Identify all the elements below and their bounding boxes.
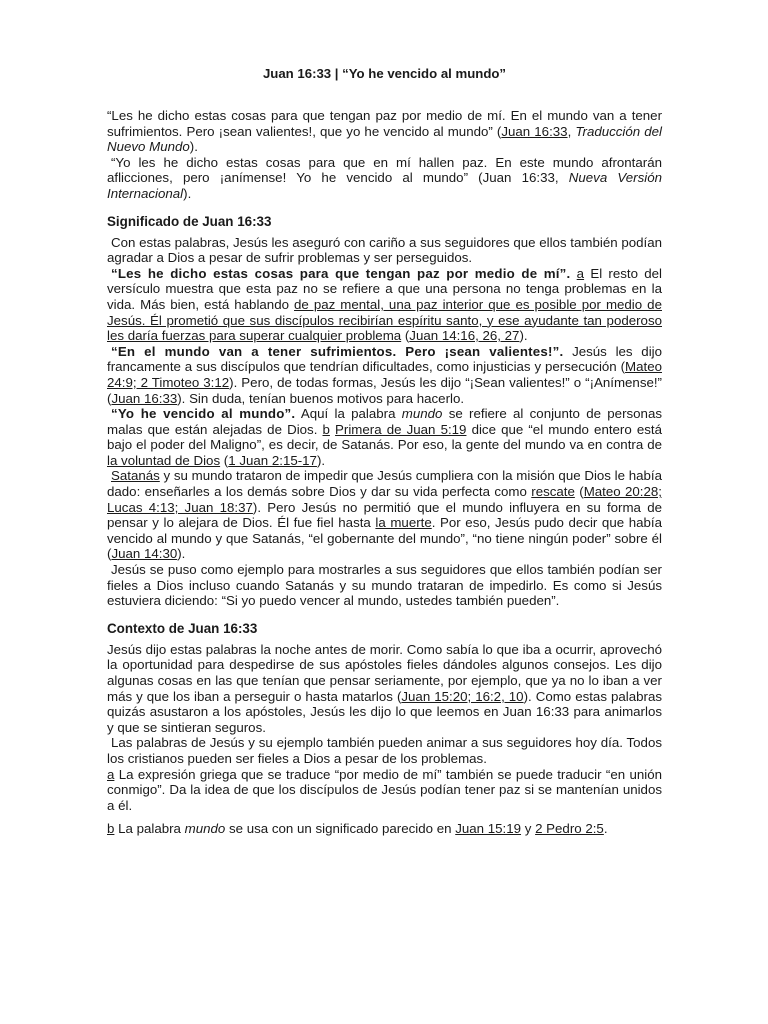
contexto-paragraph-1	[107, 642, 662, 736]
body-text: Jesús dijo estas palabras la noche antes de morir. Como sabía lo que iba a ocurrir, aprovechó la oportunidad para despedirse de sus apóstoles fieles dándoles algunos consejos. Les dijo algunas cosas en las que tenían que pensar seriamente, por ejemplo, que ya no lo iban a ver más y que los iban a perseguir o hasta matarlos (	[107, 641, 662, 704]
footnote-b	[107, 821, 662, 837]
section-heading-significado: Significado de Juan 16:33	[107, 213, 272, 229]
scripture-link[interactable]: Juan 15:20; 16:2, 10	[401, 688, 524, 704]
scripture-link[interactable]: Juan 14:16, 26, 27	[409, 328, 520, 344]
footnote-a	[107, 767, 662, 814]
body-text: El resto del versículo muestra que esta paz no se refiere a que una persona no tenga problemas en la vida. Más bien, está hablando	[107, 265, 662, 312]
footnote-ref-a[interactable]: a	[576, 265, 585, 281]
quote-bold: “Les he dicho estas cosas para que tengan paz por medio de mí”.	[111, 265, 571, 281]
scripture-link[interactable]: Juan 16:33	[501, 123, 568, 139]
footnote-ref-b[interactable]: b	[322, 421, 330, 437]
contexto-paragraph-2: Las palabras de Jesús y su ejemplo también pueden animar a sus seguidores hoy día. Todos los cristianos pueden ser fieles a Dios a pesar de los problemas.	[107, 735, 662, 766]
body-text: Aquí la palabra	[295, 406, 402, 422]
footnote-text: La expresión griega que se traduce “por medio de mí” también se puede traducir “en unión conmigo”. Da la idea de que los discípulos de Jesús podían tener paz si se mantenían unidos a él.	[107, 766, 662, 813]
body-text: se refiere al conjunto de personas malas que están alejadas de Dios.	[107, 406, 662, 437]
emphasis: mundo	[401, 406, 443, 422]
intro-text: ).	[189, 139, 198, 155]
scripture-link[interactable]: Primera de Juan 5:19	[335, 421, 467, 437]
scripture-link[interactable]: Mateo 24:9; 2 Timoteo 3:12	[107, 359, 662, 390]
significado-paragraph-6: Jesús se puso como ejemplo para mostrarles a sus seguidores que ellos también podían ser fieles a Dios incluso cuando Satanás y su mundo trataran de impedirlo. Es como si Jesús estuviera diciendo: “Si yo puedo vencer al mundo, ustedes también pueden”.	[107, 562, 662, 609]
section-heading-contexto: Contexto de Juan 16:33	[107, 620, 258, 636]
intro-paragraph-1	[107, 108, 662, 155]
significado-paragraph-2	[107, 266, 662, 344]
body-text: . Por eso, Jesús pudo decir que había vencido al mundo y que Satanás, “el gobernante del mundo”, “no tiene ningún poder” sobre él (	[107, 515, 662, 562]
body-text: (	[574, 484, 584, 500]
intro-text: “Les he dicho estas cosas para que tengan paz por medio de mí. En el mundo van a tener sufrimientos. Pero ¡sean valientes!, que yo he vencido al mundo” (	[107, 108, 662, 139]
significado-paragraph-4	[107, 406, 662, 468]
body-text: dice que “el mundo entero está bajo el poder del Maligno”, es decir, de Satanás. Por eso, la gente del mundo va en contra de	[107, 421, 663, 453]
scripture-link[interactable]: Juan 16:33	[111, 390, 178, 406]
footnote-label-a[interactable]: a	[107, 766, 115, 782]
article-link[interactable]: rescate	[531, 484, 575, 500]
body-text: ).	[316, 452, 326, 468]
body-text: ). Pero, de todas formas, Jesús les dijo “¡Sean valientes!” o “¡Anímense!” (	[107, 374, 662, 406]
significado-paragraph-3	[107, 344, 662, 406]
scripture-link[interactable]: Juan 15:19	[455, 821, 522, 837]
scripture-link[interactable]: 1 Juan 2:15-17	[228, 452, 317, 468]
footnote-text: La palabra	[114, 821, 185, 837]
intro-text: ,	[567, 123, 576, 139]
emphasis: mundo	[184, 821, 226, 837]
body-text: ).	[519, 328, 528, 344]
page-title: Juan 16:33 | “Yo he vencido al mundo”	[262, 66, 507, 81]
footnote-label-b[interactable]: b	[107, 821, 115, 837]
quote-bold: “Yo he vencido al mundo”.	[111, 406, 296, 422]
footnote-text: .	[603, 821, 608, 837]
body-text: y su mundo trataron de impedir que Jesús cumpliera con la misión que Dios le había dado: enseñarles a los demás sobre Dios y dar su vida perfecta como	[107, 468, 662, 500]
body-text: (	[220, 452, 229, 468]
quote-bold: “En el mundo van a tener sufrimientos. Pero ¡sean valientes!”.	[111, 343, 564, 359]
body-text: ). Como estas palabras quizás asustaron a los apóstoles, Jesús les dijo lo que leemos en Juan 16:33 para animarlos y que se sintieran seguros.	[107, 688, 662, 735]
body-text: ).	[177, 546, 186, 562]
significado-paragraph-5	[107, 468, 662, 562]
intro-text: ).	[183, 185, 192, 201]
body-text: ). Pero Jesús no permitió que el mundo influyera en su forma de pensar y lo alejara de Dios. Él fue fiel hasta	[107, 499, 662, 531]
spacer	[107, 813, 662, 821]
scripture-link[interactable]: Mateo 20:28; Lucas 4:13; Juan 18:37	[107, 484, 662, 515]
article-link[interactable]: de paz mental, una paz interior que es posible por medio de Jesús. Él prometió que sus discípulos recibirían espíritu santo, y ese ayudante tan poderoso les daría fuerzas para superar cualquier problema	[107, 296, 662, 344]
body-text: (	[401, 328, 410, 344]
intro-paragraph-2	[107, 155, 662, 202]
scripture-link[interactable]: 2 Pedro 2:5	[535, 821, 604, 837]
intro-text: “Yo les he dicho estas cosas para que en mí hallen paz. En este mundo afrontarán aflicciones, pero ¡anímense! Yo he vencido al mundo” (Juan 16:33,	[107, 154, 662, 186]
scripture-link[interactable]: Juan 14:30	[111, 546, 178, 562]
bible-version: Traducción del Nuevo Mundo	[107, 123, 663, 155]
bible-version: Nueva Versión Internacional	[107, 170, 662, 201]
significado-paragraph-1: Con estas palabras, Jesús les aseguró con cariño a sus seguidores que ellos también podían agradar a Dios a pesar de sufrir problemas y ser perseguidos.	[107, 234, 662, 266]
footnote-text: y	[521, 821, 536, 837]
body-text: ). Sin duda, tenían buenos motivos para hacerlo.	[177, 390, 465, 406]
body-text: Jesús les dijo francamente a sus discípulos que tendrían dificultades, como injusticias y persecución (	[107, 343, 662, 375]
article-link[interactable]: la muerte	[375, 515, 432, 531]
article-link[interactable]: Satanás	[111, 468, 160, 484]
footnote-text: se usa con un significado parecido en	[225, 821, 456, 837]
article-link[interactable]: la voluntad de Dios	[107, 452, 221, 468]
